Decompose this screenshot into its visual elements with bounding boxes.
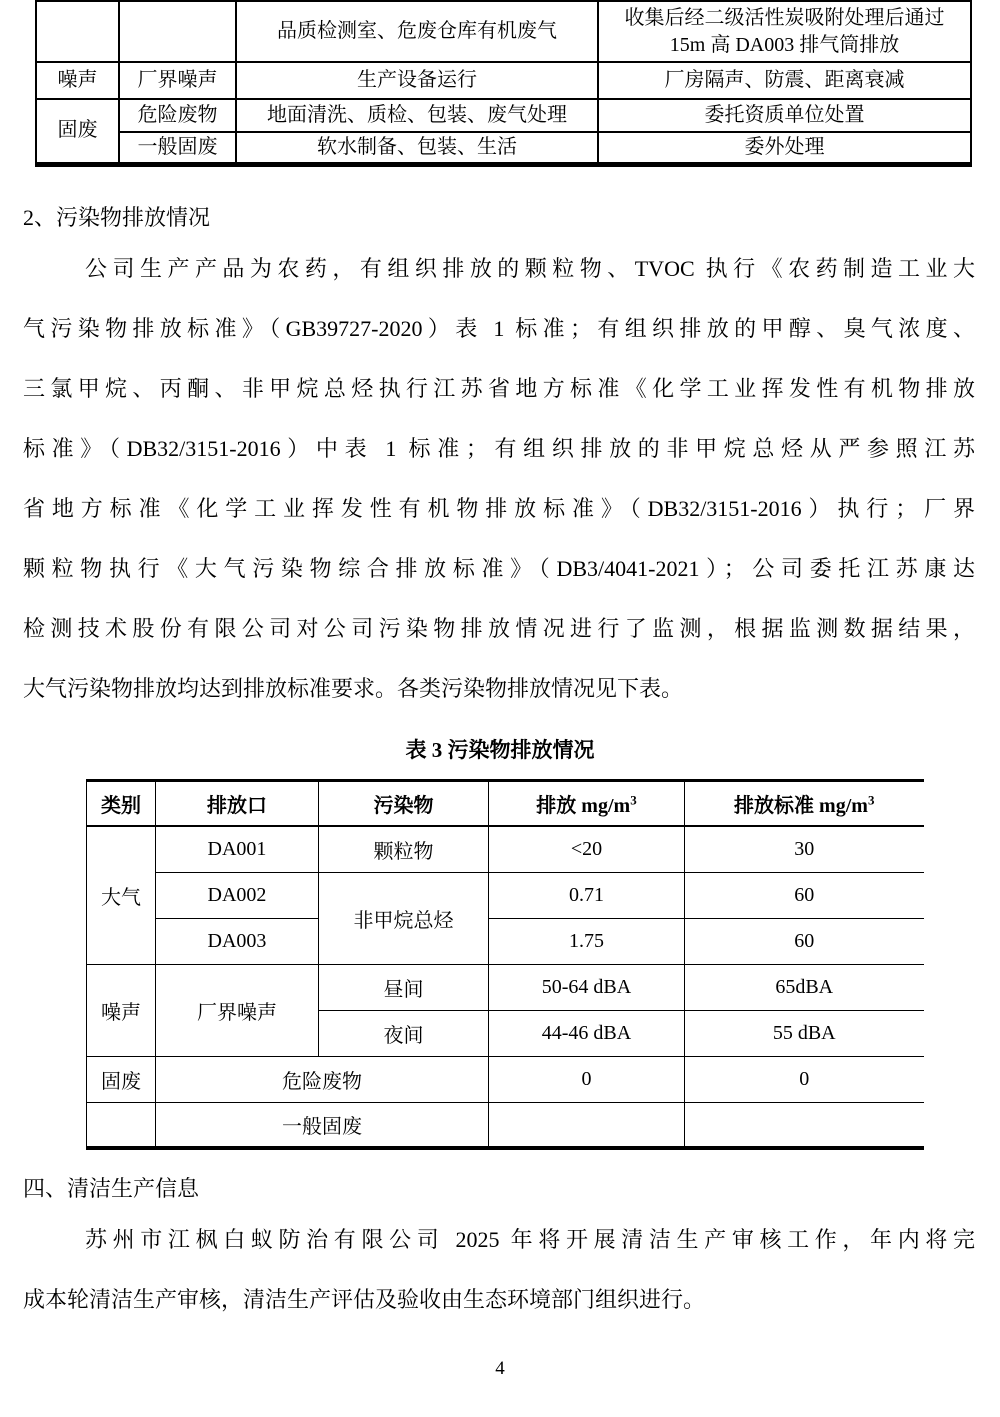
pollutant-emission-table <box>86 779 924 1151</box>
cell-outlet: DA003 <box>156 918 319 964</box>
paragraph-line: 大气污染物排放均达到排放标准要求。各类污染物排放情况见下表。 <box>23 675 684 701</box>
paragraph-line: 省地方标准《化学工业挥发性有机物排放标准》（DB32/3151-2016）执行；厂界 <box>23 495 975 521</box>
table-cell-source: 品质检测室、危废仓库有机废气 <box>236 1 598 62</box>
paragraph-line: 苏州市江枫白蚁防治有限公司 2025 年将开展清洁生产审核工作，年内将完 <box>85 1227 975 1252</box>
paragraph-line: 公司生产产品为农药，有组织排放的颗粒物、TVOC 执行《农药制造工业大 <box>85 255 975 281</box>
header-emission: 排放 $mg/m^3$ <box>489 780 685 826</box>
table-cell-treatment: 收集后经二级活性炭吸附处理后通过 15m 高 DA003 排气筒排放 <box>598 1 971 62</box>
table-row <box>87 1056 924 1102</box>
cell-standard: 60 <box>685 872 924 918</box>
table-cell-outlet: 厂界噪声 <box>119 62 236 99</box>
cell-outlet: 一般固废 <box>156 1102 489 1148</box>
table-row <box>36 99 971 132</box>
paragraph-line: 标准》（DB32/3151-2016）中表 1 标准；有组织排放的非甲烷总烃从严参照江苏 <box>23 435 975 461</box>
table-row <box>87 1102 924 1148</box>
table-row <box>87 872 924 918</box>
cell-outlet: DA001 <box>156 826 319 872</box>
header-standard: 排放标准 $mg/m^3$ <box>685 780 924 826</box>
table-cell-category-empty <box>36 1 119 62</box>
cell-pollutant: 夜间 <box>319 1010 489 1056</box>
table-cell-source: 地面清洗、质检、包装、废气处理 <box>236 99 598 132</box>
table-cell-treatment: 委托资质单位处置 <box>598 99 971 132</box>
table-row <box>36 132 971 164</box>
cell-emission: 0.71 <box>489 872 685 918</box>
paragraph-line: 检测技术股份有限公司对公司污染物排放情况进行了监测，根据监测数据结果， <box>23 615 975 641</box>
cell-outlet: 危险废物 <box>156 1056 489 1102</box>
table-cell-outlet: 危险废物 <box>119 99 236 132</box>
paragraph-line: 颗粒物执行《大气污染物综合排放标准》（DB3/4041-2021）；公司委托江苏康达 <box>23 555 975 581</box>
superscript: 3 <box>630 792 637 808</box>
header-pollutant: 污染物 <box>319 780 489 826</box>
cell-pollutant: 非甲烷总烃 <box>319 872 489 964</box>
table-cell-treatment: 委外处理 <box>598 132 971 164</box>
table-row <box>87 918 924 964</box>
table-header-row <box>87 780 924 826</box>
cell-category-air: 大气 <box>87 826 156 964</box>
cell-standard: 65dBA <box>685 964 924 1010</box>
cell-emission: 50-64 dBA <box>489 964 685 1010</box>
section-heading-clean-production: 四、清洁生产信息 <box>23 1176 200 1201</box>
table-cell-outlet-empty <box>119 1 236 62</box>
page-number: 4 <box>495 1358 505 1379</box>
cell-emission <box>489 1102 685 1148</box>
table-cell-source: 生产设备运行 <box>236 62 598 99</box>
cell-outlet: 厂界噪声 <box>156 964 319 1056</box>
table-cell-outlet: 一般固废 <box>119 132 236 164</box>
cell-emission: <20 <box>489 826 685 872</box>
cell-emission: 44-46 dBA <box>489 1010 685 1056</box>
table-cell-source: 软水制备、包装、生活 <box>236 132 598 164</box>
paragraph-line: 成本轮清洁生产审核，清洁生产评估及验收由生态环境部门组织进行。 <box>23 1287 706 1312</box>
cell-standard: 0 <box>685 1056 924 1102</box>
cell-category-solid-waste: 固废 <box>87 1056 156 1102</box>
table3-title: 表 3 污染物排放情况 <box>405 737 595 762</box>
cell-standard <box>685 1102 924 1148</box>
table-row <box>36 62 971 99</box>
cell-pollutant: 昼间 <box>319 964 489 1010</box>
table-cell-category: 固废 <box>36 99 119 164</box>
cell-category-empty <box>87 1102 156 1148</box>
table-cell-treatment: 厂房隔声、防震、距离衰减 <box>598 62 971 99</box>
table-row <box>87 826 924 872</box>
paragraph-line: 气污染物排放标准》（GB39727-2020）表 1 标准；有组织排放的甲醇、臭气浓度、 <box>23 315 975 341</box>
cell-emission: 0 <box>489 1056 685 1102</box>
header-outlet: 排放口 <box>156 780 319 826</box>
cell-category-noise: 噪声 <box>87 964 156 1056</box>
superscript: 3 <box>867 792 875 808</box>
table-row <box>87 964 924 1010</box>
cell-standard: 55 dBA <box>685 1010 924 1056</box>
cell-standard: 60 <box>685 918 924 964</box>
cell-outlet: DA002 <box>156 872 319 918</box>
table-row <box>36 1 971 62</box>
header-category: 类别 <box>87 780 156 826</box>
cell-emission: 1.75 <box>489 918 685 964</box>
table-cell-category: 噪声 <box>36 62 119 99</box>
cell-pollutant: 颗粒物 <box>319 826 489 872</box>
paragraph-line: 三氯甲烷、丙酮、非甲烷总烃执行江苏省地方标准《化学工业挥发性有机物排放 <box>23 375 975 401</box>
section-heading-pollutant-discharge: 2、污染物排放情况 <box>23 204 211 230</box>
cell-standard: 30 <box>685 826 924 872</box>
paragraph-clean-production <box>23 1210 975 1330</box>
paragraph-pollutant-discharge <box>23 239 975 719</box>
pollution-control-table-continued <box>35 0 972 167</box>
